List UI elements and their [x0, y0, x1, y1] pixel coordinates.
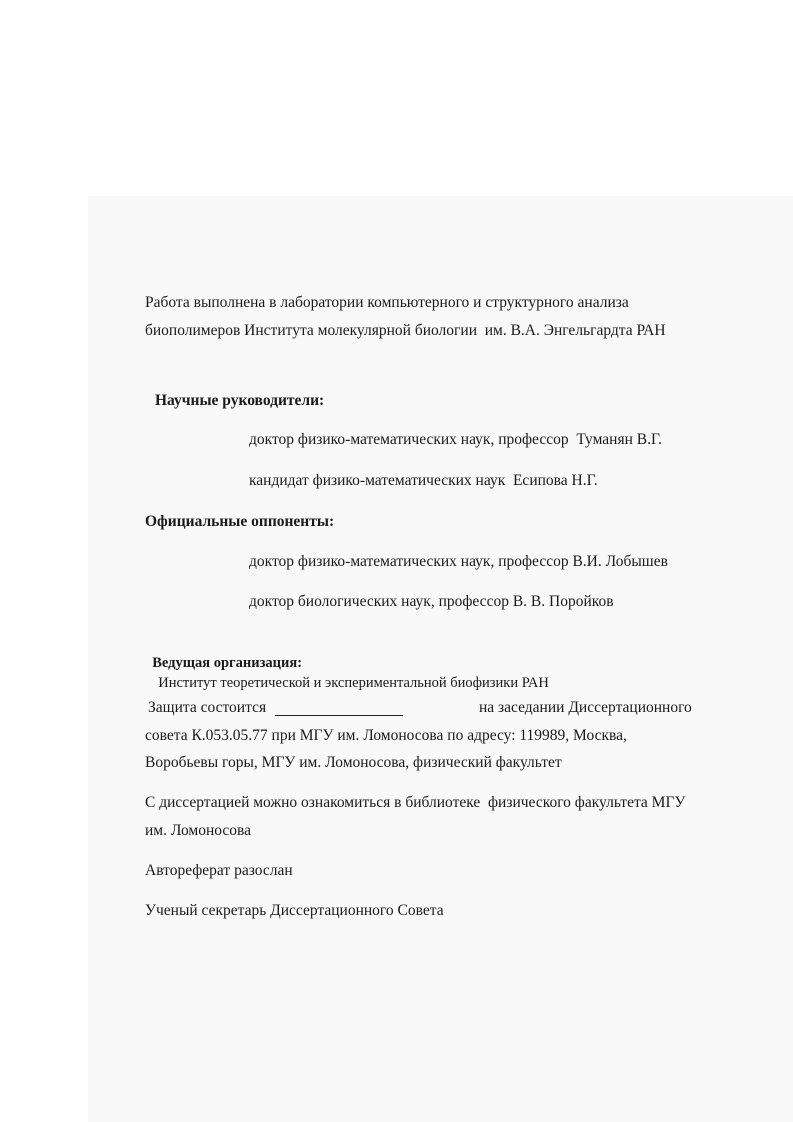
supervisor-item: доктор физико-математических наук, профессор Туманян В.Г.	[249, 431, 663, 448]
intro-line-1: Работа выполнена в лаборатории компьютерного и структурного анализа	[145, 294, 629, 311]
leading-organization-label: Ведущая организация:	[152, 655, 303, 671]
abstract-sent: Автореферат разослан	[145, 862, 293, 879]
secretary: Ученый секретарь Диссертационного Совета	[145, 902, 444, 919]
defense-date-blank	[275, 715, 403, 716]
supervisors-heading: Научные руководители:	[155, 392, 325, 409]
defense-line-2: совета К.053.05.77 при МГУ им. Ломоносова по адресу: 119989, Москва,	[145, 727, 627, 744]
leading-organization-value: Институт теоретической и экспериментальной биофизики РАН	[158, 675, 549, 691]
opponent-item: доктор биологических наук, профессор В. В. Поройков	[249, 593, 614, 610]
library-line-1: С диссертацией можно ознакомиться в библиотеке физического факультета МГУ	[145, 794, 686, 811]
defense-line-3: Воробьевы горы, МГУ им. Ломоносова, физический факультет	[145, 754, 562, 771]
leading-organization	[145, 633, 549, 691]
library-line-2: им. Ломоносова	[145, 822, 252, 839]
opponents-heading: Официальные оппоненты:	[145, 513, 335, 530]
defense-prefix: Защита состоится	[148, 699, 267, 716]
opponent-item: доктор физико-математических наук, профессор В.И. Лобышев	[249, 553, 668, 570]
supervisor-item: кандидат физико-математических наук Есипова Н.Г.	[249, 472, 598, 489]
intro-line-2: биополимеров Института молекулярной биологии им. В.А. Энгельгардта РАН	[145, 322, 666, 339]
defense-suffix: на заседании Диссертационного	[479, 699, 692, 716]
